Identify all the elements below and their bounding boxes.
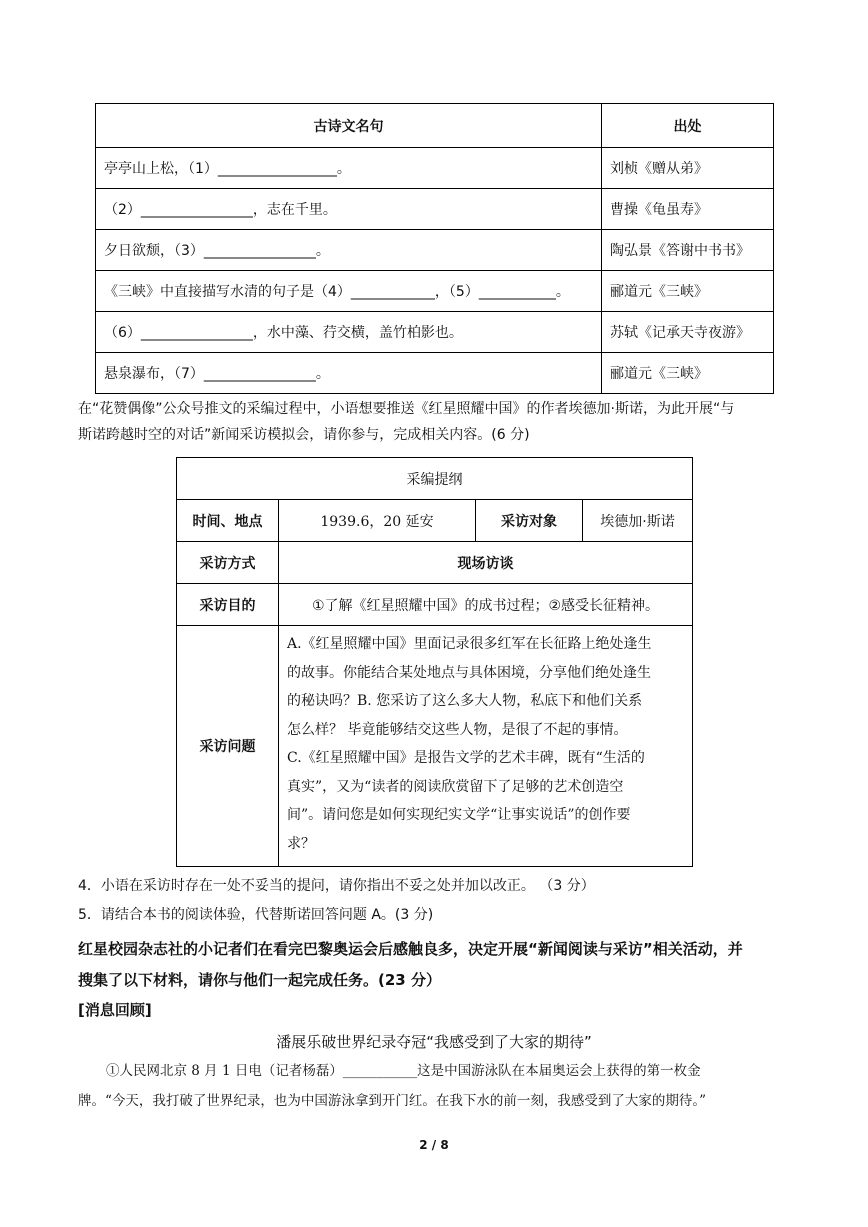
task-line-1: 红星校园杂志社的小记者们在看完巴黎奥运会后感触良多，决定开展“新闻阅读与采访”相关活动，并 (78, 940, 743, 958)
poem-sentence: 亭亭山上松，（1）_________________。 (96, 148, 602, 189)
page-number: 2 / 8 (419, 1138, 449, 1152)
header-source: 出处 (602, 104, 774, 148)
poem-table-header (96, 104, 774, 148)
question-line: C.《红星照耀中国》是报告文学的艺术丰碑，既有“生活的 (287, 750, 645, 766)
interview-plan-table (176, 457, 693, 867)
questions-label: 采访问题 (177, 626, 279, 867)
purpose-label: 采访目的 (177, 584, 279, 626)
poem-sentence: 悬泉瀑布，（7）________________。 (96, 353, 602, 394)
time-place-value: 1939.6，20 延安 (279, 500, 476, 542)
purpose-value: ①了解《红星照耀中国》的成书过程；②感受长征精神。 (279, 584, 693, 626)
question-line: 的故事。你能结合某处地点与具体困境，分享他们绝处逢生 (287, 664, 651, 681)
table-row (96, 230, 774, 271)
poem-sentence: 《三峡》中直接描写水清的句子是（4）____________，（5）___________。 (96, 271, 602, 312)
poem-source: 陶弘景《答谢中书书》 (602, 230, 774, 271)
poem-source: 苏轼《记承天寺夜游》 (602, 312, 774, 353)
question-line: 间”。请问您是如何实现纪实文学“让事实说话”的创作要 (287, 807, 631, 823)
question-line: 求？ (287, 835, 315, 852)
plan-time-row (177, 500, 693, 542)
interviewee-value: 埃德加·斯诺 (583, 500, 693, 542)
intro-paragraph (78, 396, 798, 448)
task-paragraph (78, 934, 743, 996)
task-line-2: 搜集了以下材料，请你与他们一起完成任务。(23 分） (78, 971, 441, 989)
plan-title-row (177, 458, 693, 500)
news-line-2: 牌。“今天，我打破了世界纪录，也为中国游泳拿到开门红。在我下水的前一刻，我感受到了大家的期待。” (78, 1093, 707, 1109)
plan-method-row (177, 542, 693, 584)
method-value: 现场访谈 (279, 542, 693, 584)
interviewee-label: 采访对象 (476, 500, 583, 542)
plan-questions-row (177, 626, 693, 867)
poem-sentence: 夕日欲颓，（3）________________。 (96, 230, 602, 271)
poem-source: 郦道元《三峡》 (602, 271, 774, 312)
plan-purpose-row (177, 584, 693, 626)
header-sentence: 古诗文名句 (96, 104, 602, 148)
plan-title: 采编提纲 (177, 458, 693, 500)
table-row (96, 312, 774, 353)
questions-text (279, 626, 693, 867)
poem-table (95, 103, 774, 394)
table-row (96, 189, 774, 230)
news-body (78, 1056, 706, 1116)
news-headline: 潘展乐破世界纪录夺冠“我感受到了大家的期待” (276, 1033, 592, 1051)
method-label: 采访方式 (177, 542, 279, 584)
table-row (96, 148, 774, 189)
poem-source: 曹操《龟虽寿》 (602, 189, 774, 230)
question-line: A.《红星照耀中国》里面记录很多红军在长征路上绝处逢生 (287, 636, 652, 652)
poem-source: 郦道元《三峡》 (602, 353, 774, 394)
intro-line-1: 在“花赞偶像”公众号推文的采编过程中，小语想要推送《红星照耀中国》的作者埃德加·斯诺，为此开展“与 (78, 401, 735, 417)
poem-sentence: （6）________________，水中藻、荇交横，盖竹柏影也。 (96, 312, 602, 353)
question-line: 怎么样？ 毕竟能够结交这些人物，是很了不起的事情。 (287, 721, 628, 738)
question-line: 真实”，又为“读者的阅读欣赏留下了足够的艺术创造空 (287, 778, 624, 795)
question-5: 5．请结合本书的阅读体验，代替斯诺回答问题 A。(3 分) (78, 907, 434, 923)
poem-source: 刘桢《赠从弟》 (602, 148, 774, 189)
question-4: 4．小语在采访时存在一处不妥当的提问，请你指出不妥之处并加以改正。 （3 分） (78, 878, 595, 894)
question-line: 的秘诀吗？B. 您采访了这么多大人物，私底下和他们关系 (287, 693, 643, 709)
poem-sentence: （2）________________，志在千里。 (96, 189, 602, 230)
time-place-label: 时间、地点 (177, 500, 279, 542)
table-row (96, 271, 774, 312)
news-line-1: ①人民网北京 8 月 1 日电（记者杨磊）___________这是中国游泳队在本届奥运会上获得的第一枚金 (106, 1063, 701, 1079)
table-row (96, 353, 774, 394)
section-label: [消息回顾] (78, 1001, 152, 1019)
intro-line-2: 斯诺跨越时空的对话”新闻采访模拟会，请你参与，完成相关内容。(6 分) (78, 427, 530, 443)
